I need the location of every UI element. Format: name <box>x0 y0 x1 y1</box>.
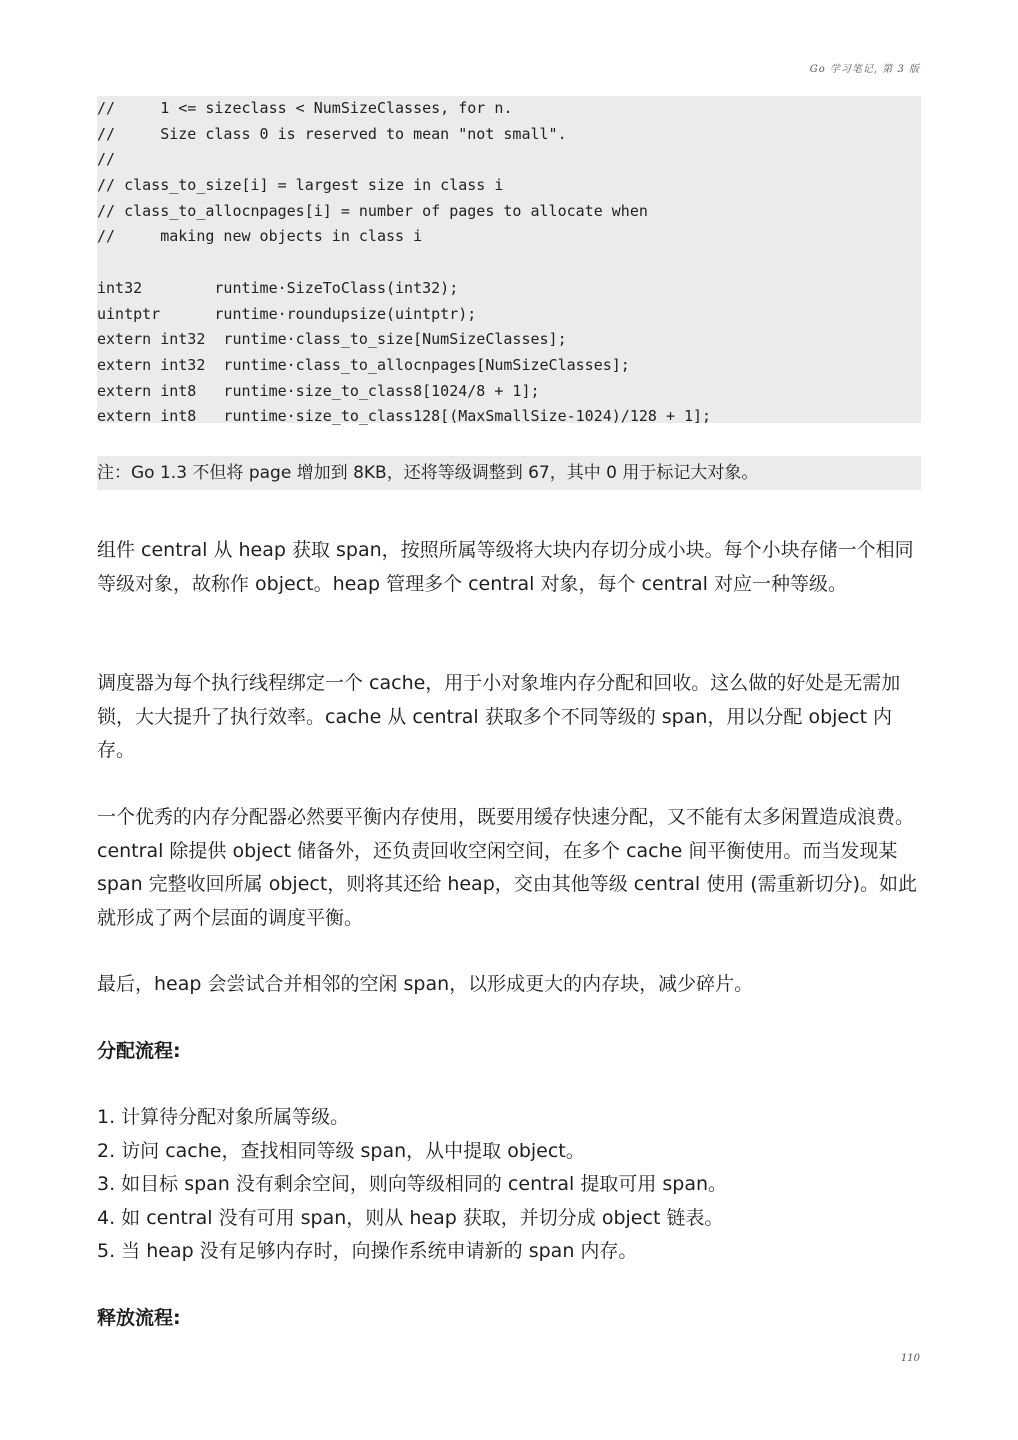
list-item: 2. 访问 cache，查找相同等级 span，从中提取 object。 <box>97 1139 585 1162</box>
code-line: // making new objects in class i <box>97 227 423 246</box>
code-line: extern int8 runtime·size_to_class128[(MaxSmallSize-1024)/128 + 1]; <box>97 407 712 426</box>
code-line: extern int32 runtime·class_to_allocnpages[NumSizeClasses]; <box>97 355 630 374</box>
code-line: // <box>97 150 116 169</box>
code-line: // class_to_size[i] = largest size in class i <box>97 176 504 195</box>
code-line: // Size class 0 is reserved to mean "not small". <box>97 124 567 143</box>
list-item: 4. 如 central 没有可用 span，则从 heap 获取，并切分成 object 链表。 <box>97 1206 724 1229</box>
paragraph-balance: 一个优秀的内存分配器必然要平衡内存使用，既要用缓存快速分配，又不能有太多闲置造成浪费。central 除提供 object 储备外，还负责回收空闲空间，在多个 cache 间平衡使用。而当发现某 span 完整收回所属 object，则将其还给 heap，交由其他等级 central 使用 (需重新切分)。如此就形成了两个层面的调度平衡。 <box>97 806 918 929</box>
release-heading: 释放流程: <box>97 1307 181 1329</box>
paragraph-central: 组件 central 从 heap 获取 span，按照所属等级将大块内存切分成小块。每个小块存储一个相同等级对象，故称作 object。heap 管理多个 central 对象，每个 central 对应一种等级。 <box>97 539 914 595</box>
running-header: Go 学习笔记, 第 3 版 <box>809 64 920 75</box>
list-item: 3. 如目标 span 没有剩余空间，则向等级相同的 central 提取可用 span。 <box>97 1173 728 1196</box>
list-item: 5. 当 heap 没有足够内存时，向操作系统申请新的 span 内存。 <box>97 1240 638 1263</box>
note-box: 注：Go 1.3 不但将 page 增加到 8KB，还将等级调整到 67，其中 0 用于标记大对象。 <box>97 456 921 490</box>
alloc-heading: 分配流程: <box>97 1040 181 1062</box>
code-block <box>97 96 921 426</box>
code-line: // 1 <= sizeclass < NumSizeClasses, for n. <box>97 99 513 117</box>
code-line: extern int32 runtime·class_to_size[NumSizeClasses]; <box>97 330 567 349</box>
list-item: 1. 计算待分配对象所属等级。 <box>97 1106 350 1128</box>
page-number: 110 <box>900 1353 920 1364</box>
code-line: uintptr runtime·roundupsize(uintptr); <box>97 304 477 323</box>
code-line: // class_to_allocnpages[i] = number of pages to allocate when <box>97 201 648 220</box>
code-line: extern int8 runtime·size_to_class8[1024/8 + 1]; <box>97 381 540 400</box>
code-line <box>97 250 921 276</box>
code-line: int32 runtime·SizeToClass(int32); <box>97 278 459 297</box>
paragraph-cache: 调度器为每个执行线程绑定一个 cache，用于小对象堆内存分配和回收。这么做的好处是无需加锁，大大提升了执行效率。cache 从 central 获取多个不同等级的 span，用以分配 object 内存。 <box>97 672 901 761</box>
paragraph-merge: 最后，heap 会尝试合并相邻的空闲 span，以形成更大的内存块，减少碎片。 <box>97 973 754 995</box>
alloc-steps-list <box>97 1101 921 1269</box>
